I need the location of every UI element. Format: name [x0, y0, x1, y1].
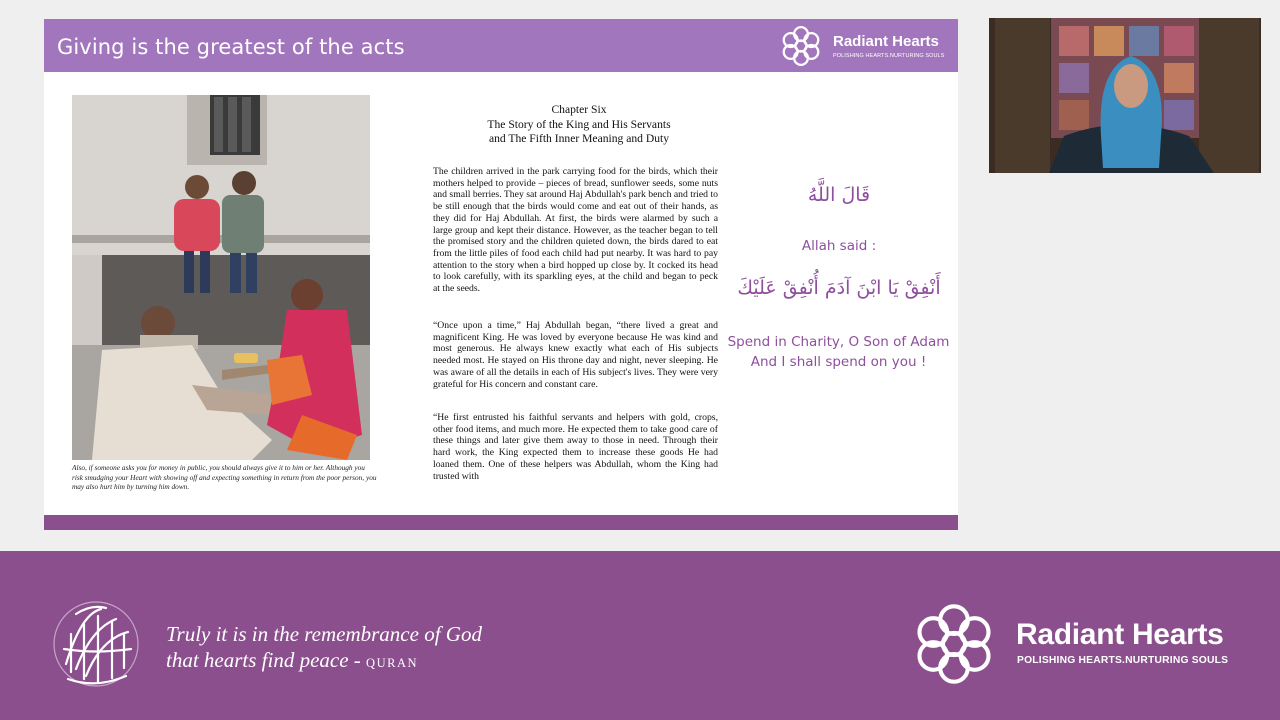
verse-source: QURAN	[366, 656, 418, 670]
slide-title: Giving is the greatest of the acts	[57, 35, 405, 59]
translation-line1: Spend in Charity, O Son of Adam	[727, 334, 950, 350]
arabic-hadith: أَنْفِقْ يَا ابْنَ آدَمَ أُنْفِقْ عَلَيْكَ	[737, 277, 941, 299]
illustration-caption: Also, if someone asks you for money in public, you should always give it to him or her. Although you risk smudging your Heart with showing off and expecting something in return from the poor person, you may also hurt him by turning him down.	[72, 463, 377, 491]
allah-said-text: Allah said :	[801, 238, 877, 254]
chapter-heading	[433, 103, 725, 147]
presentation-slide	[44, 19, 958, 530]
flower-logo-icon	[908, 598, 1000, 690]
bottom-banner	[0, 551, 1280, 720]
verse-line1: Truly it is in the remembrance of God	[166, 622, 482, 646]
verse-line2	[166, 647, 482, 676]
header-brand-name: Radiant Hearts	[833, 33, 939, 50]
quran-verse	[166, 621, 482, 676]
presenter-webcam-video	[989, 18, 1261, 173]
arabic-allah-said: قَالَ اللَّهُ	[807, 184, 871, 206]
book-paragraph-1: The children arrived in the park carrying food for the birds, which their mothers helped to provide – pieces of bread, sunflower seeds, some nuts and small berries. They sat around Haj Abdullah's park bench and tried to be still enough that the birds would come and eat out of their hands, as they did for Haj Abdullah. At first, the birds were alarmed by such a large group and kept their distance. However, as the teacher began to tell the promised story and the children quieted down, the birds dared to eat from the little piles of food each child had put nearby. It was hard to pay attention to the story when a bird hopped up close by. It cocked its head to look carefully, with its sparkling eyes, at the child and began to peck at the seeds.	[433, 166, 718, 295]
chapter-title-line2: and The Fifth Inner Meaning and Duty	[488, 132, 670, 145]
banner-brand-name: Radiant Hearts	[1016, 618, 1224, 651]
book-illustration	[72, 95, 370, 460]
verse-line2-text: that hearts find peace -	[166, 648, 367, 672]
book-paragraph-3: “He first entrusted his faithful servants and helpers with gold, crops, other food items, and much more. He expected them to take good care of these things and later give them away to those in need. Through their hard work, the King expected them to increase these goods He had loaned them. One of these helpers was Abdullah, whom the King had trusted with	[433, 412, 718, 482]
chapter-title-line1: The Story of the King and His Servants	[487, 117, 671, 131]
flower-logo-icon	[778, 23, 824, 69]
translation-line2: And I shall spend on you !	[750, 354, 927, 370]
chapter-number: Chapter Six	[551, 103, 607, 116]
book-paragraph-2: “Once upon a time,” Haj Abdullah began, “there lived a great and magnificent King. He was loved by everyone because He was kind and most generous. He always knew exactly what each of His subjects needed most. He stayed on His throne day and night, never sleeping. He was aware of all the details in each of His subject's lives. They were very grateful for His concern and constant care.	[433, 320, 718, 390]
hadith-translation	[716, 332, 961, 372]
calligraphy-emblem-icon	[46, 594, 146, 694]
slide-header	[44, 19, 958, 72]
header-brand-tagline: POLISHING HEARTS.NURTURING SOULS	[833, 53, 945, 59]
slide-footer-bar	[44, 515, 958, 530]
banner-brand-tagline: POLISHING HEARTS.NURTURING SOULS	[1017, 655, 1229, 666]
